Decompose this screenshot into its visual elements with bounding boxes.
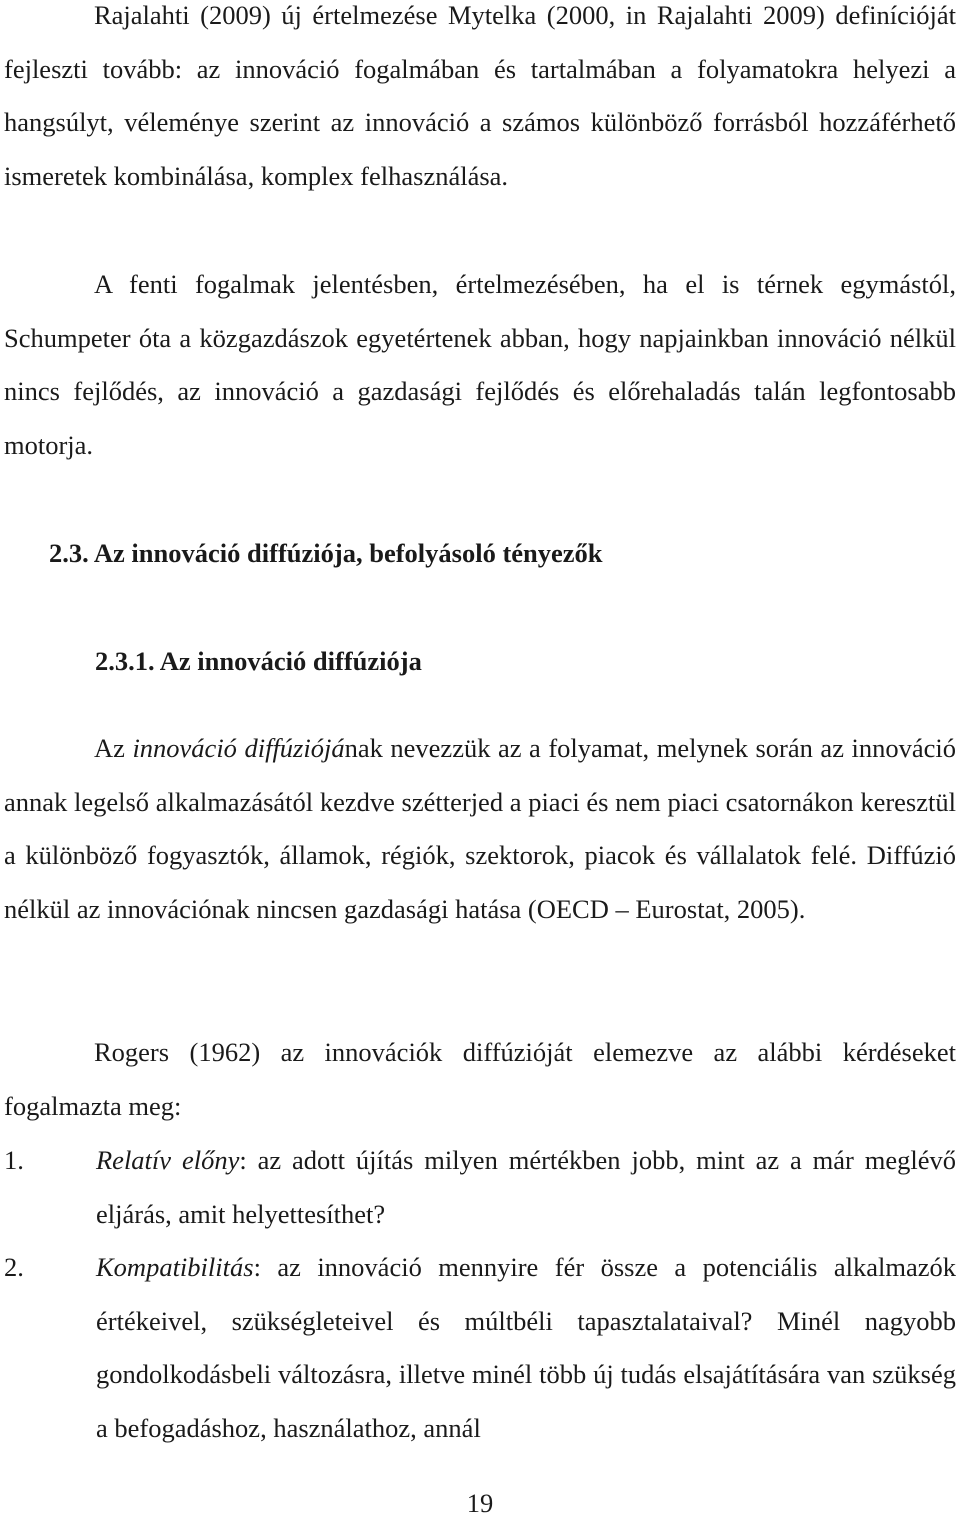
list-body bbox=[96, 1134, 956, 1241]
paragraph-rajalahti bbox=[4, 0, 956, 203]
paragraph-text: Rajalahti (2009) új értelmezése Mytelka (2000, in Rajalahti 2009) definícióját fejleszti tovább: az innováció fogalmában és tartalmában a folyamatokra helyezi a hangsúlyt, véleménye szerint az innováció a számos különböző forrásból hozzáférhető ismeretek kombinálása, komplex felhasználása. bbox=[4, 0, 956, 191]
paragraph-text-start: Az bbox=[94, 733, 133, 763]
paragraph-diffuzio-definition bbox=[4, 722, 956, 936]
list-number: 1. bbox=[4, 1145, 24, 1175]
list-body bbox=[96, 1241, 956, 1455]
list-item-kompatibilitas bbox=[4, 1241, 956, 1455]
italic-term: innováció diffúziójá bbox=[132, 733, 345, 763]
list-text: : az innováció mennyire fér össze a potenciális alkalmazók értékeivel, szükségleteivel és múltbéli tapasztalataival? Minél nagyobb gondolkodásbeli változásra, illetve minél több új tudás elsajátítására van szükség a befogadáshoz, használathoz, annál bbox=[96, 1252, 956, 1443]
section-heading: 2.3. Az innováció diffúziója, befolyásoló tényezők bbox=[49, 538, 603, 568]
list-term: Relatív előny bbox=[96, 1145, 240, 1175]
subsection-heading: 2.3.1. Az innováció diffúziója bbox=[95, 646, 422, 676]
paragraph-text-rest: nak nevezzük az a folyamat, melynek során az innováció annak legelső alkalmazásától kezdve szétterjed a piaci és nem piaci csatornákon keresztül a különböző fogyasztók, államok, régiók, szektorok, piacok és vállalatok felé. Diffúzió nélkül az innovációnak nincsen gazdasági hatása (OECD – Eurostat, 2005). bbox=[4, 733, 956, 924]
paragraph-fenti-fogalmak bbox=[4, 258, 956, 472]
list-text: : az adott újítás milyen mértékben jobb, mint az a már meglévő eljárás, amit helyettesíthet? bbox=[96, 1145, 957, 1229]
page-number: 19 bbox=[466, 1488, 494, 1518]
paragraph-text: A fenti fogalmak jelentésben, értelmezésében, ha el is térnek egymástól, Schumpeter óta a közgazdászok egyetértenek abban, hogy napjainkban innováció nélkül nincs fejlődés, az innováció a gazdasági fejlődés és előrehaladás talán legfontosabb motorja. bbox=[4, 269, 956, 460]
paragraph-rogers bbox=[4, 1026, 956, 1133]
list-number: 2. bbox=[4, 1252, 24, 1282]
list-term: Kompatibilitás bbox=[96, 1252, 254, 1282]
paragraph-text: Rogers (1962) az innovációk diffúzióját elemezve az alábbi kérdéseket fogalmazta meg: bbox=[4, 1037, 956, 1121]
list-item-relativ-elony bbox=[4, 1134, 956, 1241]
